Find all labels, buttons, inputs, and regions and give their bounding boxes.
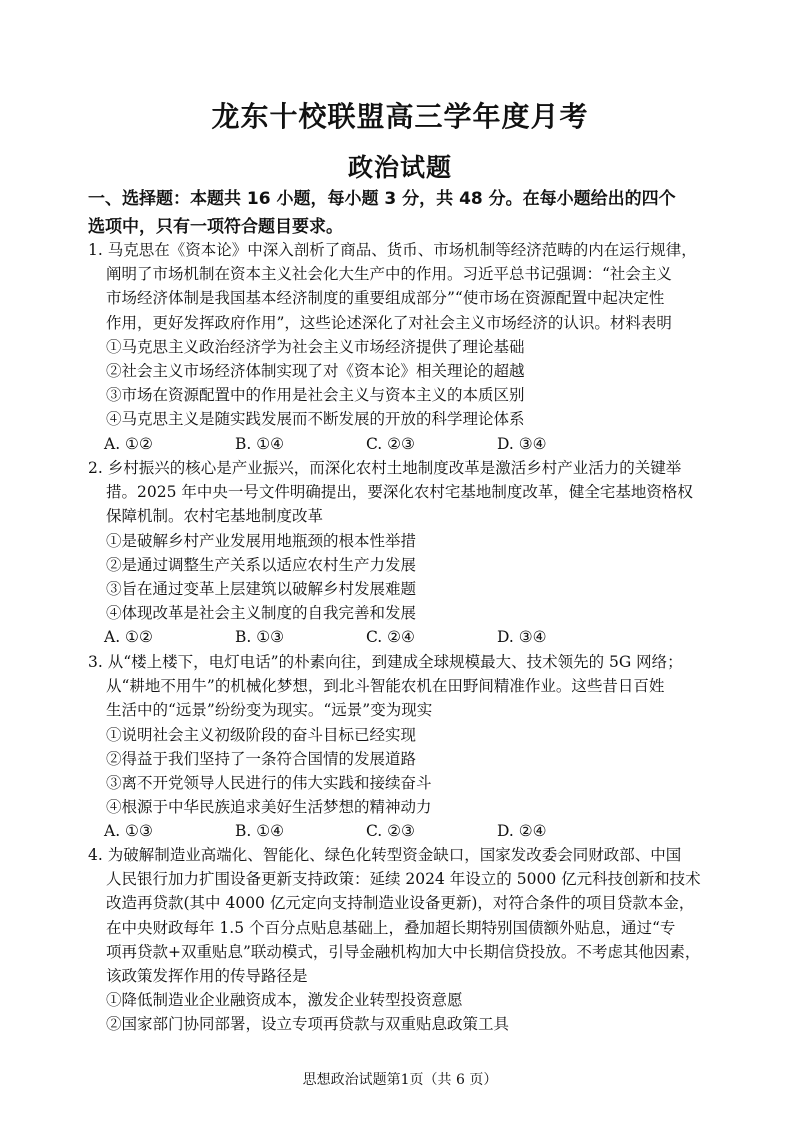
statement: ①说明社会主义初级阶段的奋斗目标已经实现 (106, 725, 417, 744)
question-stem-line: 阐明了市场机制在资本主义社会化大生产中的作用。习近平总书记强调：“社会主义 (106, 265, 672, 284)
question-4 (88, 843, 718, 1037)
statement: ①马克思主义政治经济学为社会主义市场经济提供了理论基础 (106, 337, 525, 356)
statement: ③离不开党领导人民进行的伟大实践和接续奋斗 (106, 774, 432, 793)
option-a: A. ①② (104, 434, 153, 453)
answer-options (88, 625, 718, 649)
statement: ④体现改革是社会主义制度的自我完善和发展 (106, 604, 417, 623)
statement: ②是通过调整生产关系以适应农村生产力发展 (106, 555, 417, 574)
question-stem-line: 作用，更好发挥政府作用”，这些论述深化了对社会主义市场经济的认识。材料表明 (106, 313, 672, 332)
option-d: D. ②④ (497, 822, 547, 841)
question-stem-line: 保障机制。农村宅基地制度改革 (106, 507, 324, 526)
option-d: D. ③④ (497, 628, 547, 647)
option-b: B. ①④ (235, 434, 285, 453)
exam-subject: 政治试题 (347, 153, 452, 182)
page-footer: 思想政治试题第1页（共 6 页） (302, 1072, 498, 1088)
question-stem-line: 市场经济体制是我国基本经济制度的重要组成部分”“使市场在资源配置中起决定性 (106, 289, 665, 308)
option-b: B. ①④ (235, 822, 285, 841)
question-stem-line: 1. 马克思在《资本论》中深入剖析了商品、货币、市场机制等经济范畴的内在运行规律， (88, 241, 697, 259)
question-stem-line: 2. 乡村振兴的核心是产业振兴，而深化农村土地制度改革是激活乡村产业活力的关键举 (88, 459, 682, 477)
option-c: C. ②④ (366, 628, 415, 647)
statement: ③市场在资源配置中的作用是社会主义与资本主义的本质区别 (106, 386, 525, 405)
question-1 (88, 238, 718, 456)
question-stem-line: 4. 为破解制造业高端化、智能化、绿色化转型资金缺口，国家发改委会同财政部、中国 (88, 846, 682, 864)
option-a: A. ①② (104, 628, 153, 647)
question-stem-line: 生活中的“远景”纷纷变为现实。“远景”变为现实 (106, 701, 433, 720)
statement: ②国家部门协同部署，设立专项再贷款与双重贴息政策工具 (106, 1015, 510, 1034)
question-2 (88, 456, 718, 650)
question-stem-line: 人民银行加力扩围设备更新支持政策：延续 2024 年设立的 5000 亿元科技创新和技术 (106, 870, 701, 889)
option-a: A. ①③ (104, 822, 153, 841)
section-heading-line: 一、选择题：本题共 16 小题，每小题 3 分，共 48 分。在每小题给出的四个 (88, 189, 676, 209)
section-heading (88, 185, 710, 241)
statement: ③旨在通过变革上层建筑以破解乡村发展难题 (106, 580, 417, 599)
question-stem-line: 项再贷款+双重贴息”联动模式，引导金融机构加大中长期信贷投放。不考虑其他因素， (106, 942, 701, 961)
option-c: C. ②③ (366, 822, 415, 841)
statement: ④根源于中华民族追求美好生活梦想的精神动力 (106, 798, 432, 817)
option-d: D. ③④ (497, 434, 547, 453)
question-stem-line: 改造再贷款(其中 4000 亿元定向支持制造业设备更新)，对符合条件的项目贷款本金， (106, 894, 695, 913)
question-stem-line: 该政策发挥作用的传导路径是 (106, 967, 308, 986)
statement: ②社会主义市场经济体制实现了对《资本论》相关理论的超越 (106, 362, 525, 381)
statement: ④马克思主义是随实践发展而不断发展的开放的科学理论体系 (106, 410, 525, 429)
option-c: C. ②③ (366, 434, 415, 453)
option-b: B. ①③ (235, 628, 285, 647)
question-stem-line: 3. 从“楼上楼下，电灯电话”的朴素向往，到建成全球规模最大、技术领先的 5G 网络； (88, 653, 683, 671)
question-stem-line: 在中央财政每年 1.5 个百分点贴息基础上，叠加超长期特别国债额外贴息，通过“专 (106, 918, 676, 937)
answer-options (88, 819, 718, 843)
answer-options (88, 432, 718, 456)
statement: ①是破解乡村产业发展用地瓶颈的根本性举措 (106, 531, 417, 550)
statement: ①降低制造业企业融资成本，激发企业转型投资意愿 (106, 991, 463, 1010)
section-heading-line: 选项中，只有一项符合题目要求。 (88, 217, 343, 237)
question-3 (88, 650, 718, 844)
question-stem-line: 措。2025 年中央一号文件明确提出，要深化农村宅基地制度改革，健全宅基地资格权 (106, 483, 693, 502)
statement: ②得益于我们坚持了一条符合国情的发展道路 (106, 749, 417, 768)
question-stem-line: 从“耕地不用牛”的机械化梦想，到北斗智能农机在田野间精准作业。这些昔日百姓 (106, 677, 665, 696)
exam-title: 龙东十校联盟高三学年度月考 (211, 100, 589, 133)
